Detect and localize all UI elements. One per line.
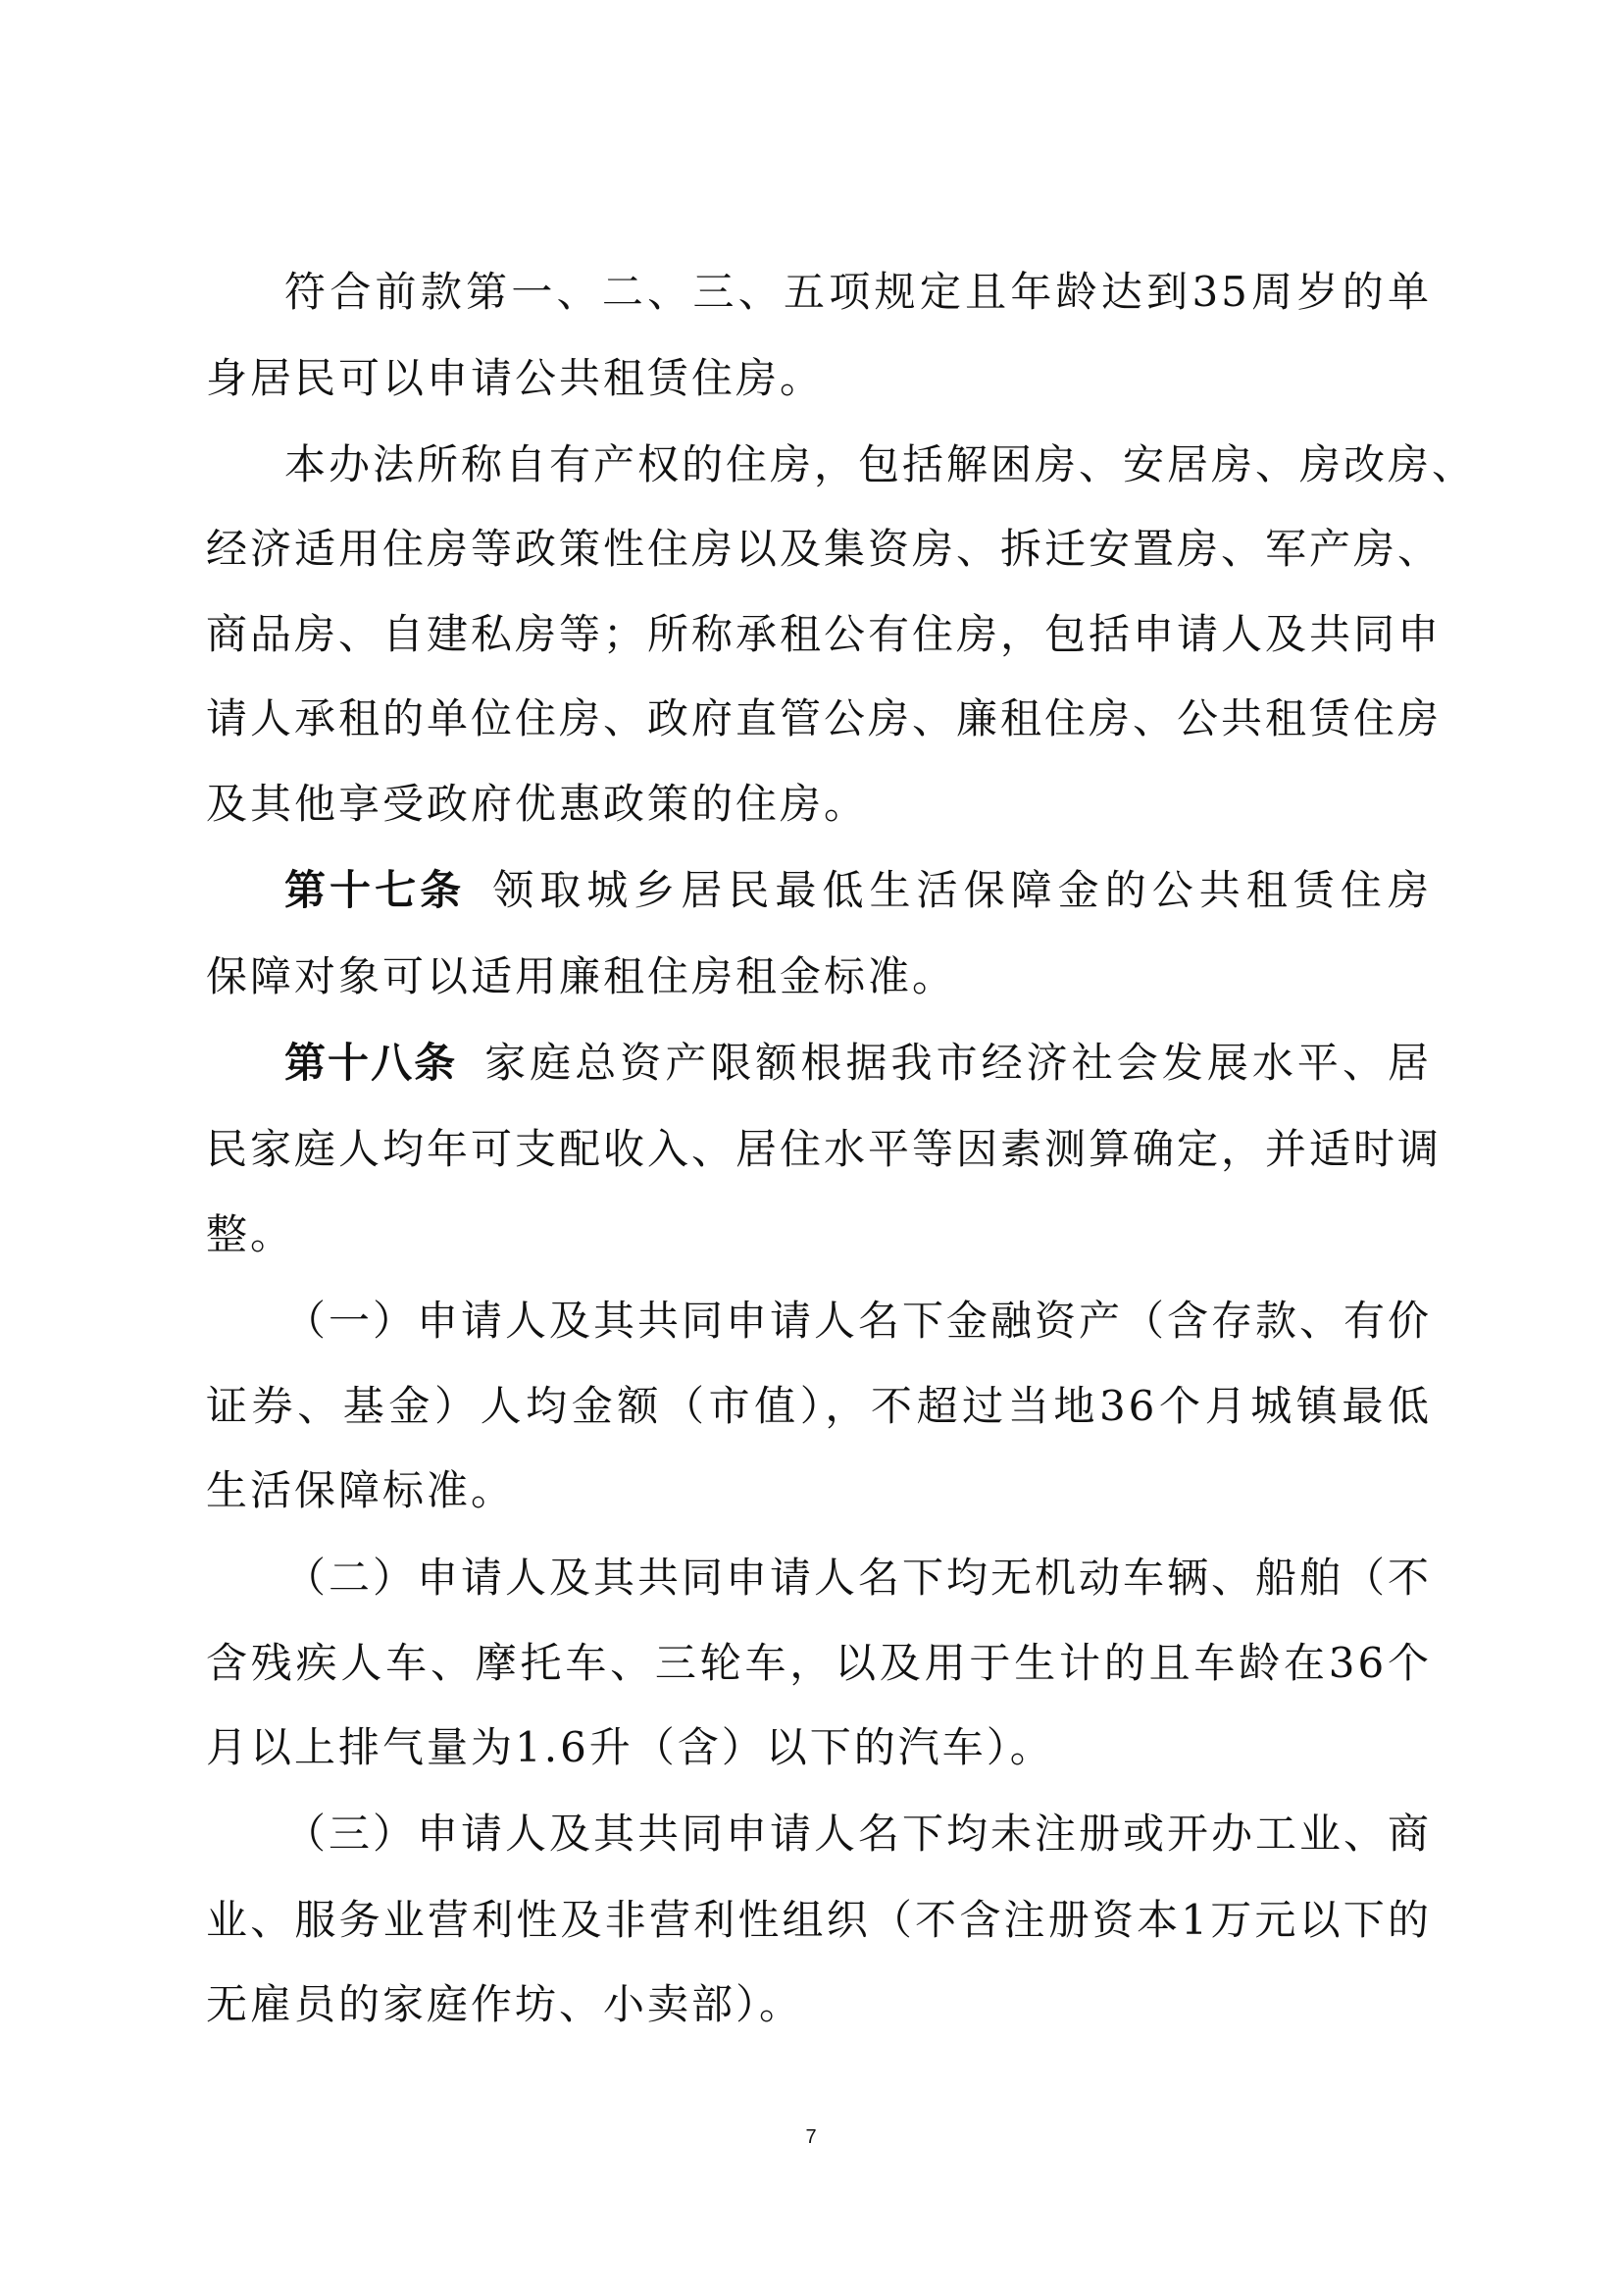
line-text: 生活保障标准。 bbox=[206, 1466, 516, 1514]
line-text: 符合前款第一、二、三、五项规定且年龄达到35周岁的单 bbox=[284, 268, 1432, 316]
line-text: 证券、基金）人均金额（市值），不超过当地36个月城镇最低 bbox=[206, 1382, 1432, 1430]
text-line bbox=[284, 435, 1477, 494]
line-text: 请人承租的单位住房、政府直管公房、廉租住房、公共租赁住房 bbox=[206, 694, 1443, 742]
line-text: 本办法所称自有产权的住房，包括解困房、安居房、房改房、 bbox=[284, 440, 1477, 488]
line-text: 含残疾人车、摩托车、三轮车，以及用于生计的且车龄在36个 bbox=[206, 1639, 1432, 1687]
text-line bbox=[284, 861, 1432, 920]
text-line bbox=[284, 1292, 1432, 1351]
text-line bbox=[206, 1891, 1432, 1950]
line-text: （三）申请人及其共同申请人名下均未注册或开办工业、商 bbox=[284, 1810, 1433, 1858]
text-line bbox=[206, 520, 1443, 579]
line-text: 业、服务业营利性及非营利性组织（不含注册资本1万元以下的 bbox=[206, 1896, 1432, 1944]
article-heading: 第十七条 bbox=[284, 866, 466, 914]
text-line bbox=[284, 1805, 1432, 1863]
line-text: 领取城乡居民最低生活保障金的公共租赁住房 bbox=[492, 866, 1432, 914]
text-line bbox=[206, 775, 1432, 834]
text-line bbox=[206, 689, 1443, 748]
line-text: 月以上排气量为1.6升（含）以下的汽车）。 bbox=[206, 1723, 1054, 1771]
text-line bbox=[284, 1034, 1432, 1093]
text-line bbox=[206, 1718, 1432, 1777]
text-line bbox=[206, 1461, 1432, 1520]
text-line bbox=[206, 1377, 1432, 1436]
article-heading: 第十八条 bbox=[284, 1039, 458, 1087]
line-text: 身居民可以申请公共租赁住房。 bbox=[206, 354, 825, 402]
text-line bbox=[206, 947, 1432, 1006]
text-line bbox=[206, 1634, 1432, 1693]
line-text: 民家庭人均年可支配收入、居住水平等因素测算确定，并适时调 bbox=[206, 1125, 1443, 1173]
text-line bbox=[284, 1549, 1432, 1607]
text-line bbox=[206, 605, 1443, 664]
text-line bbox=[284, 263, 1432, 322]
line-text: 保障对象可以适用廉租住房租金标准。 bbox=[206, 952, 957, 1000]
line-text: （一）申请人及其共同申请人名下金融资产（含存款、有价 bbox=[284, 1297, 1433, 1345]
line-text: 经济适用住房等政策性住房以及集资房、拆迁安置房、军产房、 bbox=[206, 525, 1443, 573]
line-text: 商品房、自建私房等；所称承租公有住房，包括申请人及共同申 bbox=[206, 610, 1443, 658]
text-line bbox=[206, 1120, 1443, 1179]
line-text: （二）申请人及其共同申请人名下均无机动车辆、船舶（不 bbox=[284, 1554, 1433, 1602]
page-number: 7 bbox=[805, 2126, 817, 2148]
text-line bbox=[206, 1975, 1432, 2034]
text-line bbox=[206, 1205, 1432, 1264]
line-text: 家庭总资产限额根据我市经济社会发展水平、居 bbox=[484, 1039, 1432, 1087]
line-text: 无雇员的家庭作坊、小卖部）。 bbox=[206, 1980, 804, 2028]
line-text: 整。 bbox=[206, 1210, 295, 1258]
text-line bbox=[206, 349, 1432, 408]
line-text: 及其他享受政府优惠政策的住房。 bbox=[206, 780, 869, 828]
